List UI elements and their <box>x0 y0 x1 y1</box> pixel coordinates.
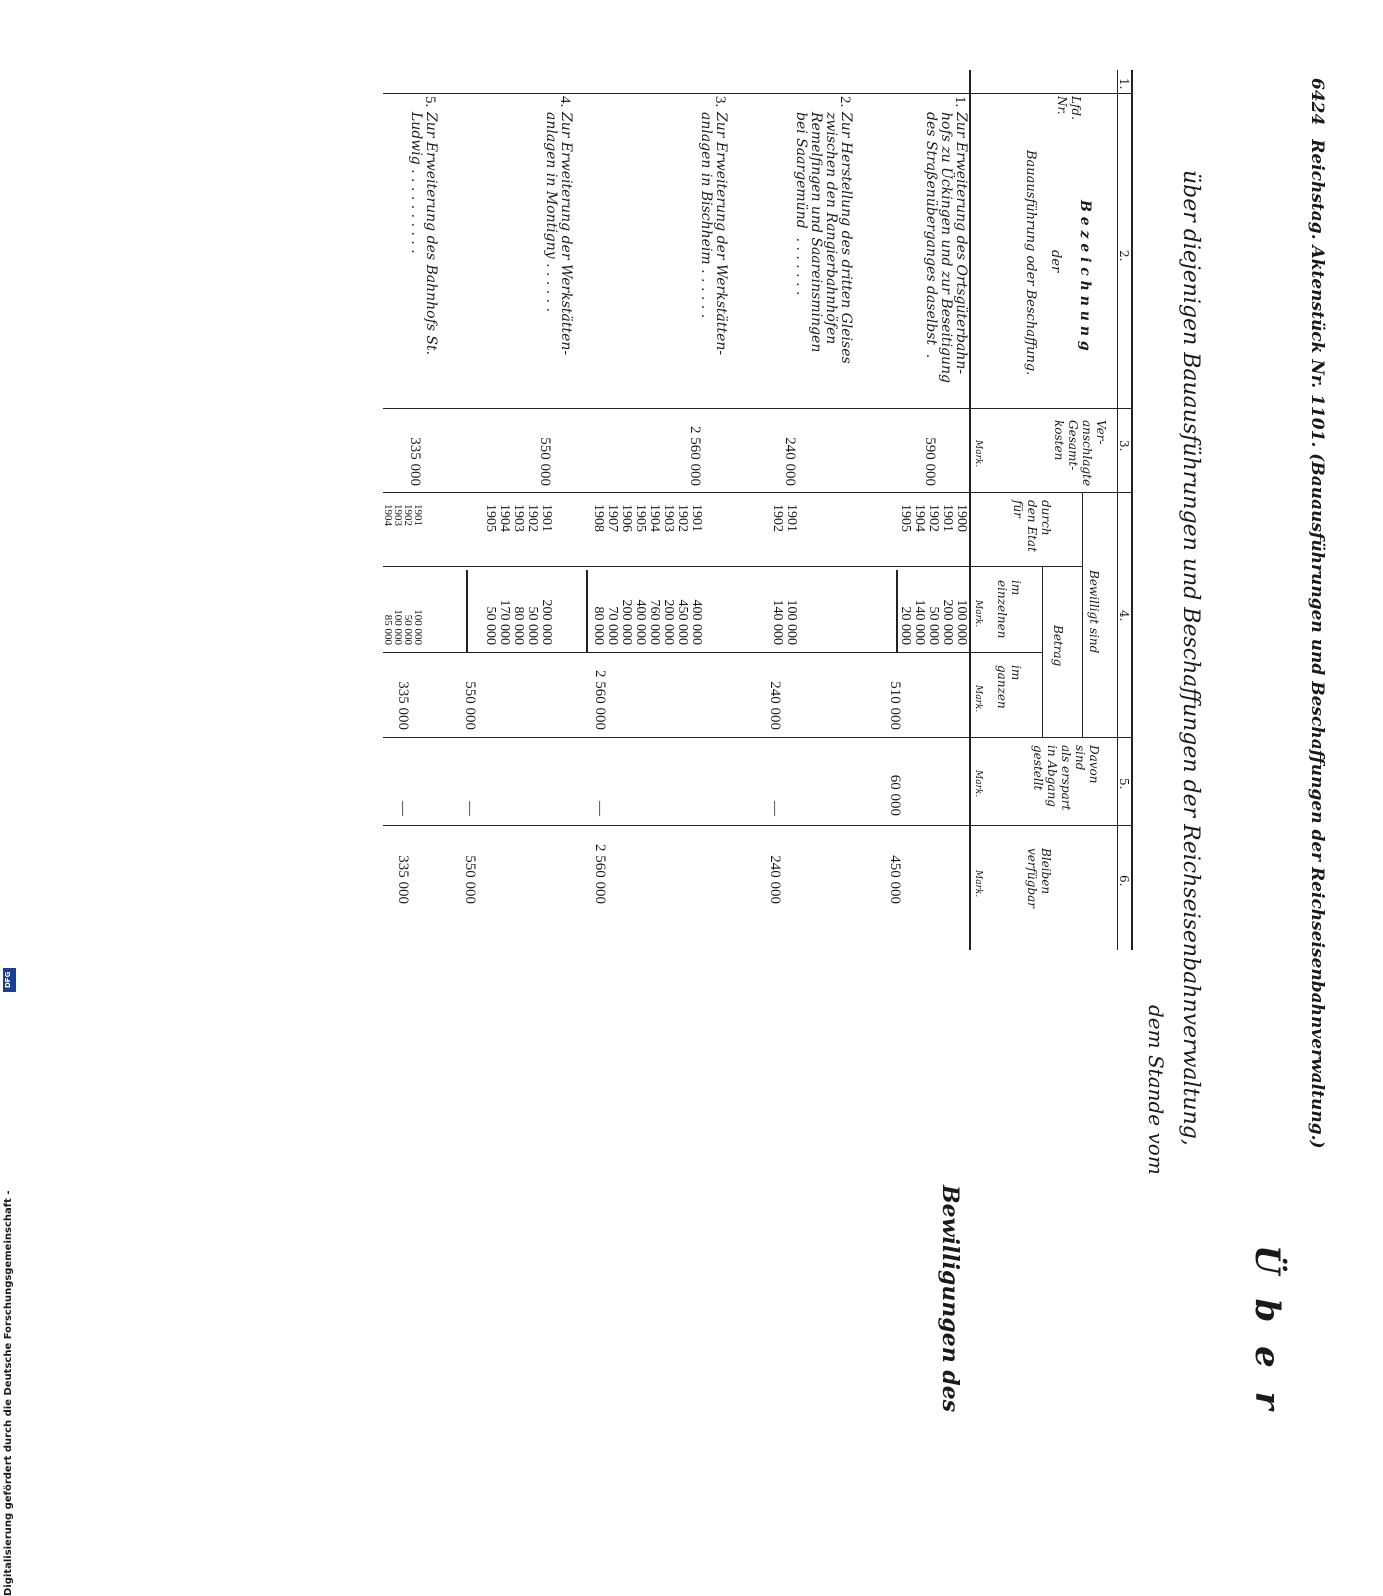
unit-label-4b: Mark. <box>973 600 983 628</box>
row-total-cost: 2 560 000 <box>687 426 703 486</box>
header-gesamtkosten: Ver- anschlagte Gesamt- kosten <box>1052 420 1108 487</box>
unit-label-5: Mark. <box>973 770 983 798</box>
row-number: 1. <box>952 96 968 108</box>
row-remaining: 335 000 <box>395 855 411 904</box>
row-years: 1901 1902 1903 1904 <box>382 504 424 526</box>
page-header <box>1307 78 1327 1149</box>
row-remaining: 450 000 <box>887 855 903 904</box>
row-amounts: 100 000 200 000 50 000 140 000 20 000 <box>898 599 969 645</box>
row-remaining: 2 560 000 <box>592 844 608 904</box>
header-der: der <box>1048 250 1063 273</box>
header-einzelnen: im einzelnen <box>995 580 1023 639</box>
row-saved: 60 000 <box>887 774 903 816</box>
row-number: 4. <box>557 96 573 108</box>
header-lfd-nr: Lfd. Nr. <box>1055 96 1083 120</box>
row-description: Zur Erweiterung der Werkstätten- anlagen in Bischheim . . . . . . <box>698 112 729 356</box>
row-amounts: 400 000 450 000 200 000 760 000 400 000 200 000 70 000 80 000 <box>591 599 704 645</box>
credit-sidebar <box>0 600 20 1596</box>
col-number-6: 6. <box>1117 875 1131 887</box>
document-title: Ü b e r <box>1247 1245 1287 1416</box>
row-years: 1901 1902 1903 1904 1905 1906 1907 1908 <box>591 504 704 532</box>
row-number: 2. <box>837 96 853 108</box>
row-sum: 510 000 <box>887 681 903 730</box>
row-saved: — <box>395 801 411 816</box>
col-number-1: 1. <box>1117 78 1131 90</box>
col-number-3: 3. <box>1117 440 1131 452</box>
header-davon: Davon sind als erspart in Abgang gestellt <box>1031 745 1101 811</box>
row-saved: — <box>767 801 783 816</box>
header-etat: durch den Etat für <box>1011 500 1053 552</box>
row-description: Zur Erweiterung der Werkstätten- anlagen in Montigny . . . . . . <box>543 112 574 356</box>
row-total-cost: 240 000 <box>782 437 798 486</box>
row-sum: 335 000 <box>395 681 411 730</box>
row-remaining: 550 000 <box>462 855 478 904</box>
row-total-cost: 590 000 <box>922 437 938 486</box>
row-saved: — <box>592 801 608 816</box>
row-amounts: 200 000 50 000 80 000 170 000 50 000 <box>483 599 554 645</box>
header-bewilligt: Bewilligt sind <box>1087 570 1101 654</box>
header-bleiben: Bleiben verfügbar <box>1025 848 1053 909</box>
row-saved: — <box>462 801 478 816</box>
unit-label-4c: Mark. <box>973 685 983 713</box>
header-bezeichnung: B e z e i c h n u n g <box>1077 200 1093 351</box>
row-sum: 240 000 <box>767 681 783 730</box>
row-years: 1901 1902 1903 1904 1905 <box>483 504 554 532</box>
col-number-4: 4. <box>1117 610 1131 622</box>
row-years: 1901 1902 <box>770 504 799 532</box>
row-number: 3. <box>712 96 728 108</box>
row-remaining: 240 000 <box>767 855 783 904</box>
row-description: Zur Erweiterung des Bahnhofs St. Ludwig . . . . . . . . . . <box>408 112 439 356</box>
row-amounts: 100 000 50 000 100 000 85 000 <box>382 609 424 645</box>
header-ganzen: im ganzen <box>995 665 1023 709</box>
section-heading: Bewilligungen des <box>937 1185 963 1413</box>
row-amounts: 100 000 140 000 <box>770 599 799 645</box>
document-subtitle: über diejenigen Bauausführungen und Beschaffungen der Reichseisenbahnverwaltung, <box>1178 170 1203 1146</box>
row-description: Zur Herstellung des dritten Gleises zwischen den Rangierbahnhöfen Remelfingen und Saareinsmingen bei Saargemünd . . . . . . . <box>793 112 854 364</box>
row-sum: 2 560 000 <box>592 670 608 730</box>
row-total-cost: 550 000 <box>537 437 553 486</box>
row-description: Zur Erweiterung des Ortsgüterbahn- hofs zu Ückingen und zur Beseitigung des Straßenüberganges daselbst . <box>923 112 969 383</box>
unit-label-3: Mark. <box>973 440 983 468</box>
unit-label-6: Mark. <box>973 870 983 898</box>
document-subtitle-2: dem Stande vom <box>1144 1005 1168 1175</box>
row-sum: 550 000 <box>462 681 478 730</box>
row-years: 1900 1901 1902 1904 1905 <box>898 504 969 532</box>
publication-title: Reichstag. Aktenstück Nr. 1101. (Bauausführungen und Beschaffungen der Reichseisenbahnverwaltung.) <box>1307 139 1327 1149</box>
header-betrag: Betrag <box>1051 625 1065 667</box>
dfg-logo <box>3 968 16 992</box>
dfg-logo-text: DFG <box>4 971 12 988</box>
col-number-2: 2. <box>1117 250 1131 262</box>
row-total-cost: 335 000 <box>407 437 423 486</box>
header-bauausfuehrung: Bauausführung oder Beschaffung. <box>1023 150 1038 376</box>
page-ref: 6424 <box>1307 78 1327 126</box>
col-number-5: 5. <box>1117 778 1131 790</box>
row-number: 5. <box>422 96 438 108</box>
dfg-credit: Digitalisierung gefördert durch die Deutsche Forschungsgemeinschaft - <box>3 1190 14 1596</box>
